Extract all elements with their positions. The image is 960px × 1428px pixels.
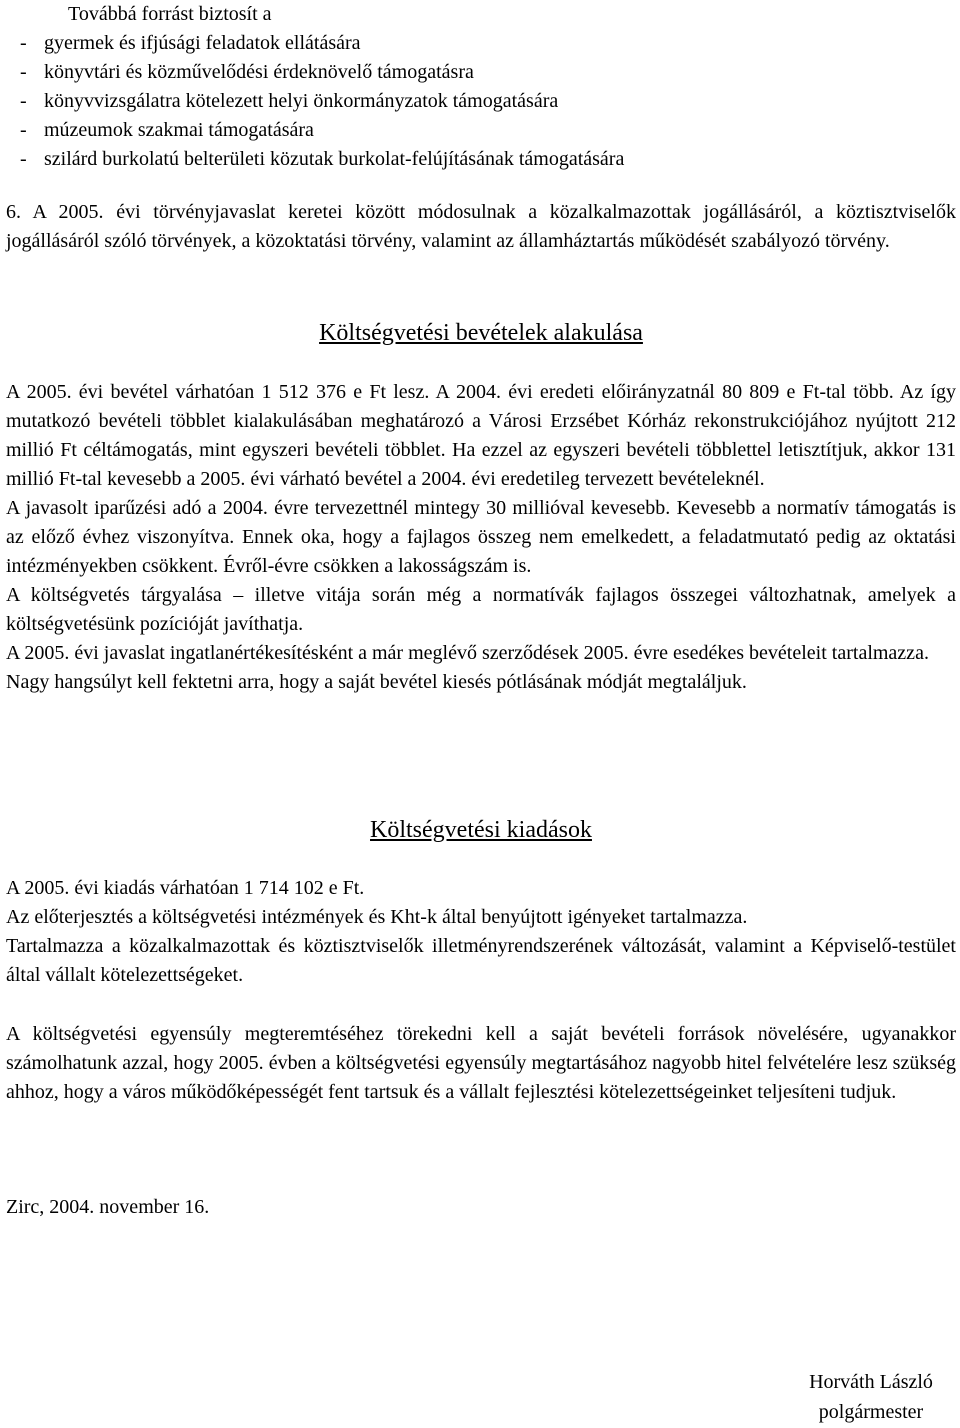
signature-title: polgármester	[818, 1401, 924, 1423]
revenue-heading: Költségvetési bevételek alakulása	[319, 320, 643, 346]
expense-paragraph: Tartalmazza a közalkalmazottak és köztisztviselők illetményrendszerének változását, valamint a Képviselő-testület által vállalt kötelezettségeket.	[6, 935, 956, 986]
revenue-paragraph: Nagy hangsúlyt kell fektetni arra, hogy a saját bevétel kiesés pótlásának módját megtaláljuk.	[6, 671, 747, 693]
expense-paragraph: Az előterjesztés a költségvetési intézmények és Kht-k által benyújtott igényeket tartalmazza.	[6, 906, 748, 928]
revenue-paragraph: A 2005. évi javaslat ingatlanértékesítésként a már meglévő szerződések 2005. évre esedékes bevételeit tartalmazza.	[6, 642, 929, 664]
signature-name: Horváth László	[809, 1371, 933, 1393]
list-item: - múzeumok szakmai támogatására	[20, 119, 314, 141]
expense-section	[6, 874, 956, 990]
list-item: - szilárd burkolatú belterületi közutak burkolat-felújításának támogatására	[20, 148, 625, 170]
revenue-section	[6, 378, 956, 697]
signature-block	[6, 1367, 956, 1427]
expense-heading: Költségvetési kiadások	[370, 817, 592, 843]
revenue-paragraph: A költségvetés tárgyalása – illetve vitája során még a normatívák fajlagos összegei változhatnak, amelyek a költségvetésünk pozícióját javíthatja.	[6, 584, 956, 635]
intro-text: Továbbá forrást biztosít a	[68, 3, 272, 25]
list-item: - könyvvizsgálatra kötelezett helyi önkormányzatok támogatására	[20, 90, 559, 112]
item-6-paragraph: 6. A 2005. évi törvényjavaslat keretei között módosulnak a közalkalmazottak jogállásáról, a köztisztviselők jogállásáról szóló törvények, a közoktatási törvény, valamint az államháztartás működését szabályozó törvény.	[6, 201, 956, 252]
revenue-paragraph: A 2005. évi bevétel várhatóan 1 512 376 e Ft lesz. A 2004. évi eredeti előirányzatnál 80 809 e Ft-tal több. Az így mutatkozó bevételi többlet kialakulásában meghatározó a Városi Erzsébet Kórház rekonstrukciójához nyújtott 212 millió Ft céltámogatás, mint egyszeri bevételi többlet. Ha ezzel az egyszeri bevételi többlettel letisztítjuk, akkor 131 millió Ft-tal kevesebb a 2005. évi várható bevétel a 2004. évi eredetileg tervezett bevételeknél.	[6, 381, 956, 490]
balance-paragraph: A költségvetési egyensúly megteremtéséhez törekedni kell a saját bevételi források növelésére, ugyanakkor számolhatunk azzal, hogy 2005. évben a költségvetési egyensúly megtartásához nagyobb hitel felvételére lesz szükség ahhoz, hogy a város működőképességét fent tartsuk és a vállalt fejlesztési kötelezettségeinket teljesíteni tudjuk.	[6, 1023, 956, 1103]
list-item: - könyvtári és közművelődési érdeknövelő támogatásra	[20, 61, 474, 83]
list-item: - gyermek és ifjúsági feladatok ellátására	[20, 32, 361, 54]
expense-paragraph: A 2005. évi kiadás várhatóan 1 714 102 e Ft.	[6, 877, 365, 899]
revenue-paragraph: A javasolt iparűzési adó a 2004. évre tervezettnél mintegy 30 millióval kevesebb. Kevesebb a normatív támogatás is az előző évhez viszonyítva. Ennek oka, hogy a fajlagos összeg nem emelkedett, a feladatmutató pedig az oktatási intézményekben csökkent. Évről-évre csökken a lakosságszám is.	[6, 497, 956, 577]
bullet-list	[6, 29, 624, 174]
place-date: Zirc, 2004. november 16.	[6, 1196, 210, 1218]
